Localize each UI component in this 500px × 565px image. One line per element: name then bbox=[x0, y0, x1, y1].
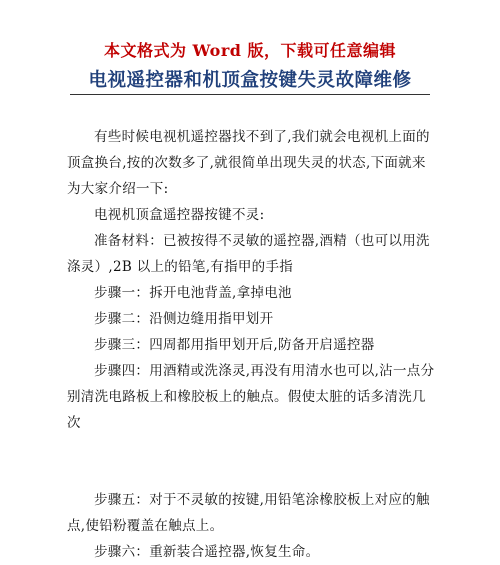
paragraph-gap bbox=[67, 436, 435, 487]
paragraph-intro: 有些时候电视机遥控器找不到了,我们就会电视机上面的顶盒换台,按的次数多了,就很简单出现失灵的状态,下面就来为大家介绍一下: bbox=[67, 129, 430, 197]
document-title: 电视遥控器和机顶盒按键失灵故障维修 bbox=[88, 70, 412, 91]
format-notice: 本文格式为 Word 版，下载可任意编辑 bbox=[103, 41, 397, 60]
paragraph-step-6: 步骤六：重新装合遥控器,恢复生命。 bbox=[94, 544, 320, 560]
paragraph-heading: 电视机顶盒遥控器按键不灵: bbox=[94, 207, 265, 223]
paragraph-materials: 准备材料：已被按得不灵敏的遥控器,酒精（也可以用洗涤灵）,2B 以上的铅笔,有指甲的手指 bbox=[67, 233, 430, 275]
paragraph-step-2: 步骤二：沿侧边缝用指甲划开 bbox=[94, 311, 274, 327]
paragraph-step-5: 步骤五：对于不灵敏的按键,用铅笔涂橡胶板上对应的触点,使铅粉覆盖在触点上。 bbox=[67, 492, 430, 534]
title-divider bbox=[70, 94, 430, 95]
paragraph-step-1: 步骤一：拆开电池背盖,拿掉电池 bbox=[94, 285, 292, 301]
paragraph-step-3: 步骤三：四周都用指甲划开后,防备开启遥控器 bbox=[94, 337, 375, 353]
paragraph-step-4: 步骤四：用酒精或洗涤灵,再没有用清水也可以,沾一点分别清洗电路板上和橡胶板上的触点。假使太脏的话多清洗几次 bbox=[67, 363, 435, 431]
document-body bbox=[67, 124, 435, 565]
